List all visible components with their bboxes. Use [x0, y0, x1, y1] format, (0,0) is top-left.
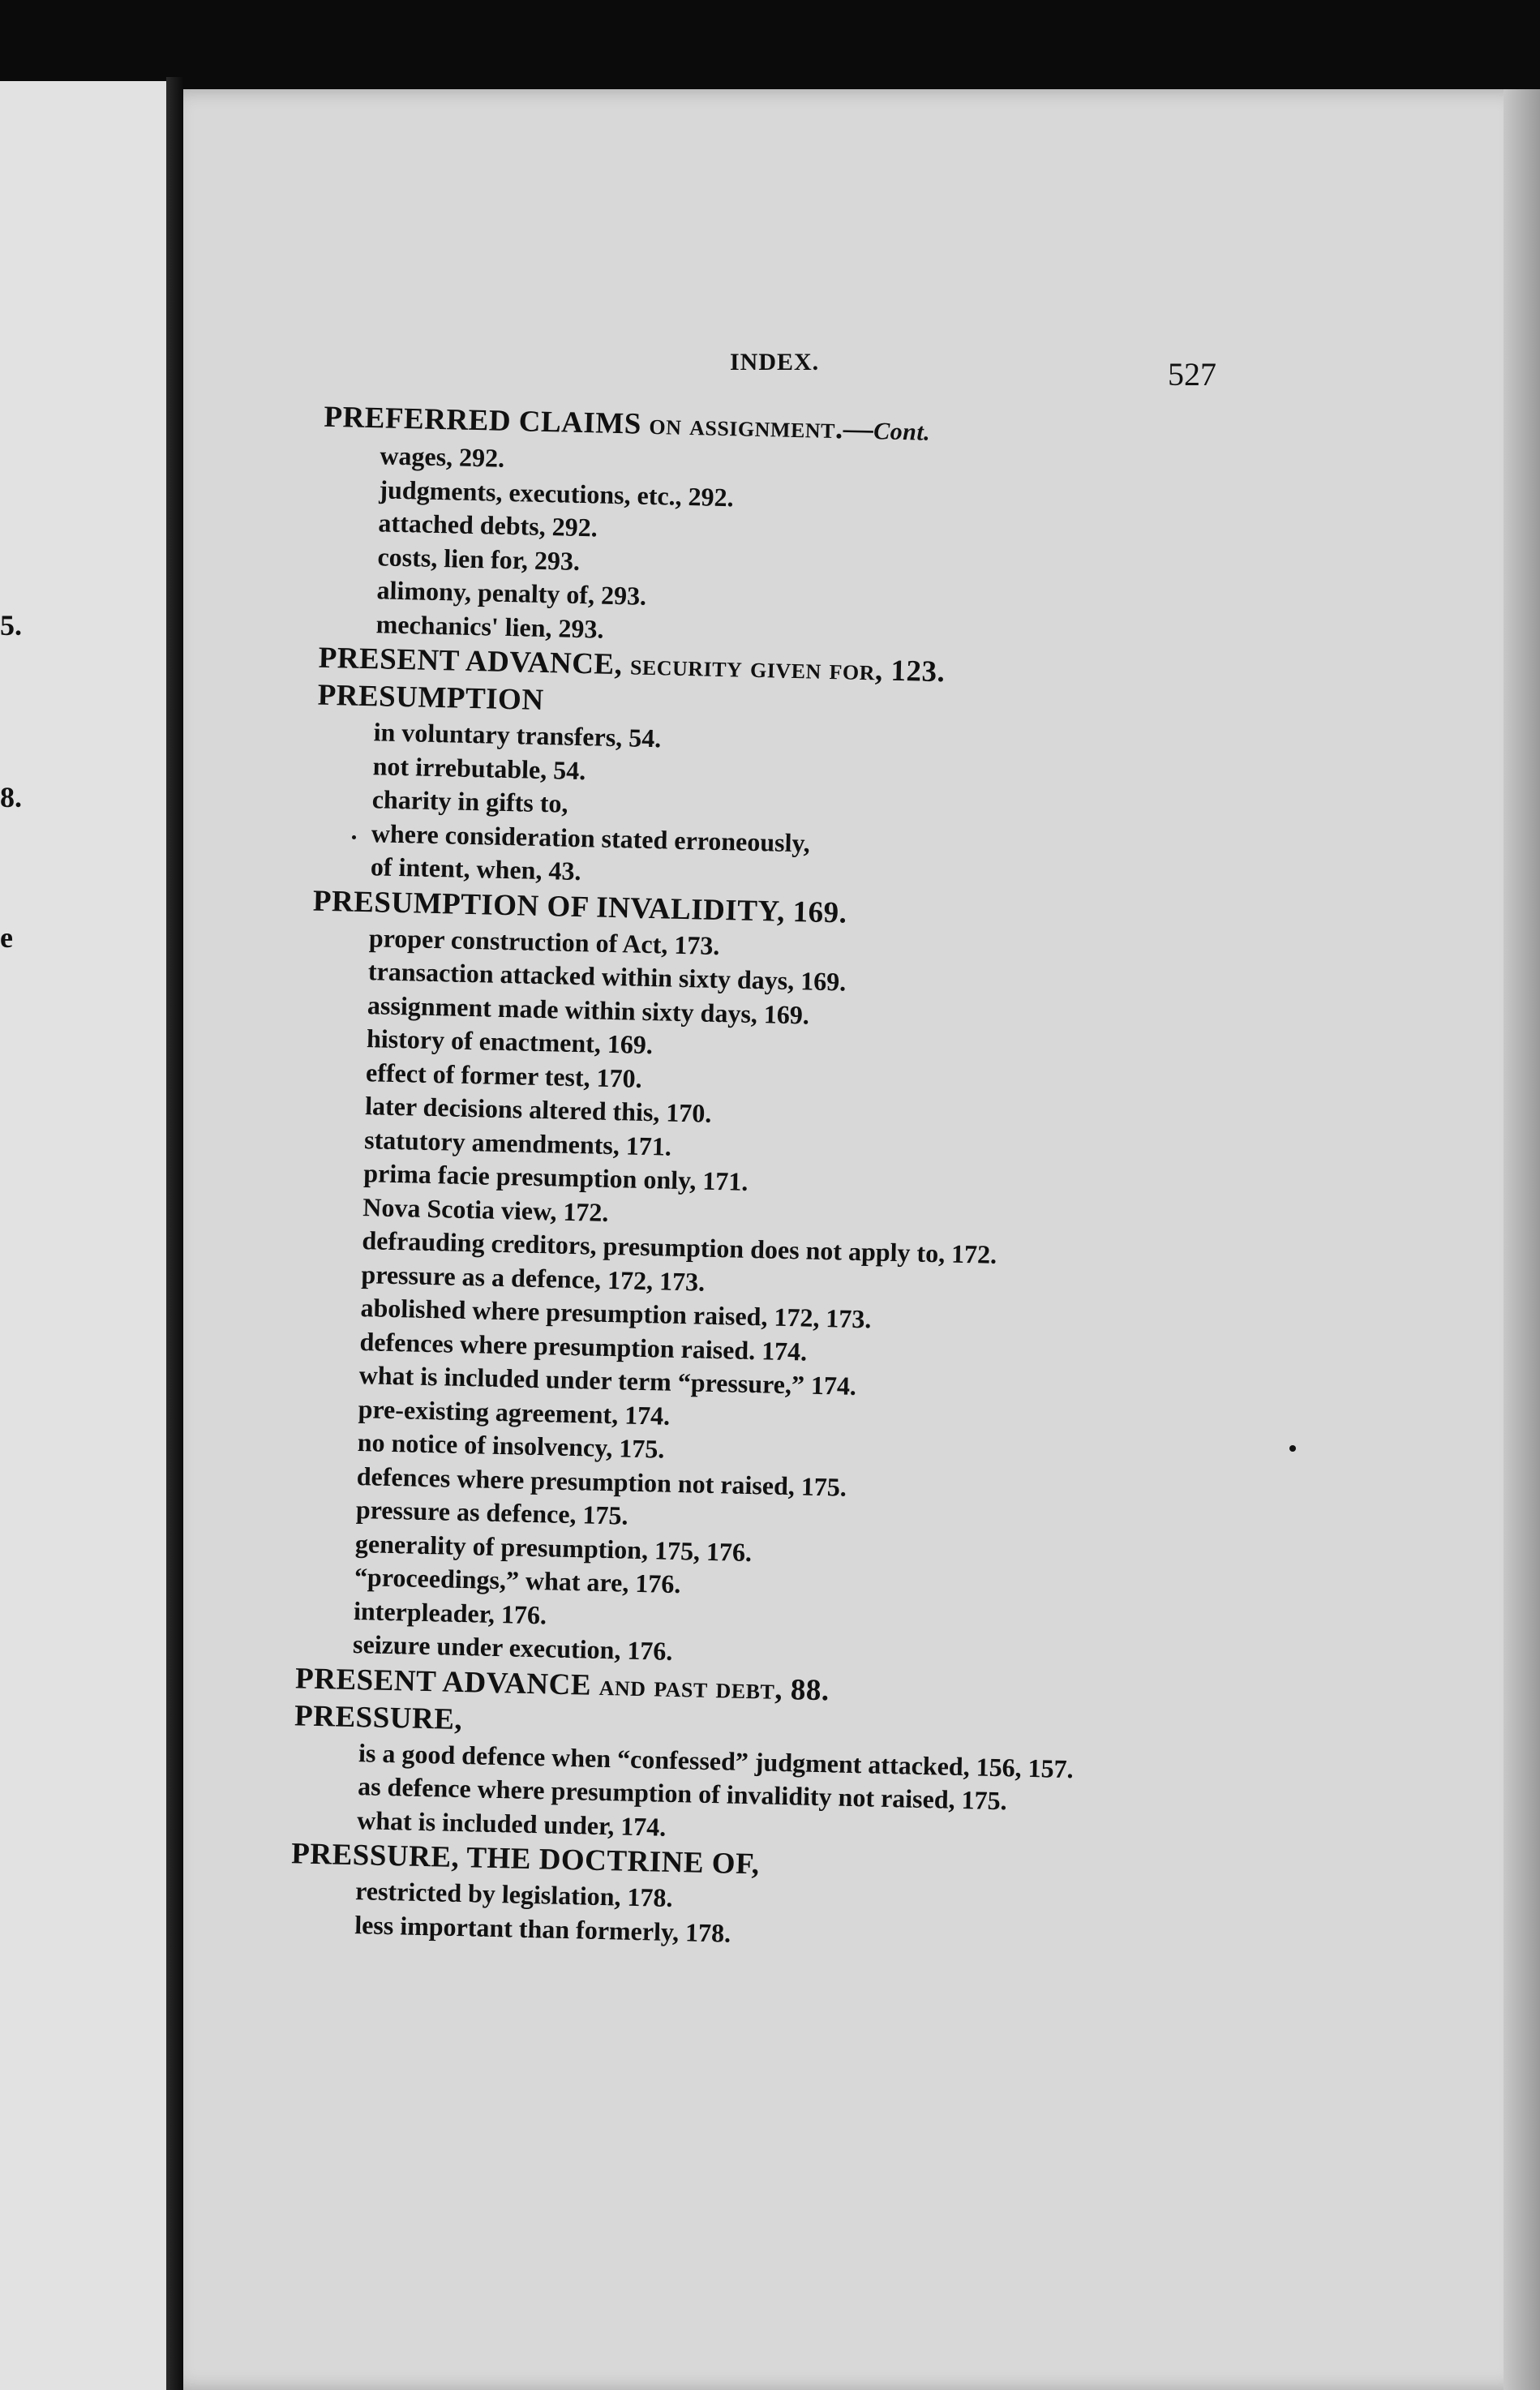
facing-page-fragment: 5.	[0, 609, 22, 641]
entry-text: costs, lien for, 293.	[377, 541, 581, 576]
entry-text: what is included under, 174.	[356, 1804, 667, 1842]
entry-text: as defence where presumption of invalidity not raised, 175.	[357, 1771, 1008, 1816]
entry-text: charity in gifts to,	[371, 784, 568, 818]
entry-text: mechanics' lien, 293.	[375, 608, 604, 644]
entry-text: judgments, executions, etc., 292.	[379, 474, 735, 512]
continued-marker: Cont.	[873, 418, 931, 446]
facing-page	[0, 81, 166, 2390]
entry-text: pre-existing agreement, 174.	[358, 1393, 671, 1431]
book-gutter	[166, 77, 184, 2390]
entry-text: no notice of insolvency, 175.	[357, 1427, 665, 1464]
entry-text: less important than formerly, 178.	[354, 1909, 731, 1948]
running-header: INDEX.	[730, 349, 820, 375]
entry-text: PREFERRED CLAIMS on assignment.—	[324, 400, 874, 447]
entry-text: PRESSURE, THE DOCTRINE OF,	[290, 1837, 761, 1882]
page-edge	[1504, 89, 1540, 2390]
entry-text: PRESUMPTION OF INVALIDITY, 169.	[312, 884, 847, 930]
entry-text: PRESUMPTION	[317, 678, 545, 718]
entry-text: later decisions altered this, 170.	[364, 1091, 712, 1128]
entry-text: where consideration stated erroneously,	[371, 817, 811, 857]
entry-text: abolished where presumption raised, 172, 173.	[360, 1293, 872, 1334]
entry-text: defences where presumption not raised, 175.	[356, 1461, 847, 1502]
facing-page-fragment: e	[0, 921, 13, 954]
entry-text: assignment made within sixty days, 169.	[367, 989, 810, 1030]
entry-text: proper construction of Act, 173.	[368, 922, 720, 960]
entry-text: “proceedings,” what are, 176.	[354, 1561, 681, 1599]
entry-text: not irrebutable, 54.	[372, 750, 586, 785]
entry-text: defences where presumption raised. 174.	[359, 1326, 808, 1367]
entry-text: defrauding creditors, presumption does not apply to, 172.	[362, 1225, 997, 1269]
entry-text: statutory amendments, 171.	[363, 1124, 672, 1161]
entry-text: PRESENT ADVANCE, security given for, 123.	[318, 641, 946, 689]
entry-text: restricted by legislation, 178.	[354, 1876, 673, 1912]
entry-text: what is included under term “pressure,” 174.	[358, 1360, 857, 1401]
facing-page-fragment: 8.	[0, 781, 22, 813]
entry-text: PRESSURE,	[294, 1698, 463, 1736]
entry-text: attached debts, 292.	[378, 508, 598, 543]
index-list	[290, 399, 1225, 1960]
entry-text: alimony, penalty of, 293.	[376, 575, 647, 611]
entry-text: in voluntary transfers, 54.	[373, 717, 662, 753]
page-number: 527	[1168, 356, 1216, 393]
ink-speck	[352, 835, 356, 839]
entry-text: of intent, when, 43.	[370, 852, 581, 886]
entry-text: PRESENT ADVANCE and past debt, 88.	[294, 1661, 830, 1707]
entry-text: pressure as a defence, 172, 173.	[361, 1259, 706, 1297]
entry-text: effect of former test, 170.	[365, 1057, 643, 1093]
entry-text: seizure under execution, 176.	[352, 1628, 673, 1666]
entry-text: transaction attacked within sixty days, 169.	[367, 956, 847, 997]
ink-speck	[1289, 1445, 1296, 1452]
entry-text: wages, 292.	[380, 440, 505, 473]
entry-text: is a good defence when “confessed” judgment attacked, 156, 157.	[358, 1737, 1075, 1783]
entry-text: prima facie presumption only, 171.	[362, 1158, 749, 1196]
entry-text: generality of presumption, 175, 176.	[354, 1528, 753, 1567]
entry-text: interpleader, 176.	[353, 1595, 547, 1629]
entry-text: history of enactment, 169.	[366, 1023, 654, 1060]
entry-text: pressure as defence, 175.	[355, 1495, 628, 1530]
entry-text: Nova Scotia view, 172.	[362, 1191, 609, 1227]
